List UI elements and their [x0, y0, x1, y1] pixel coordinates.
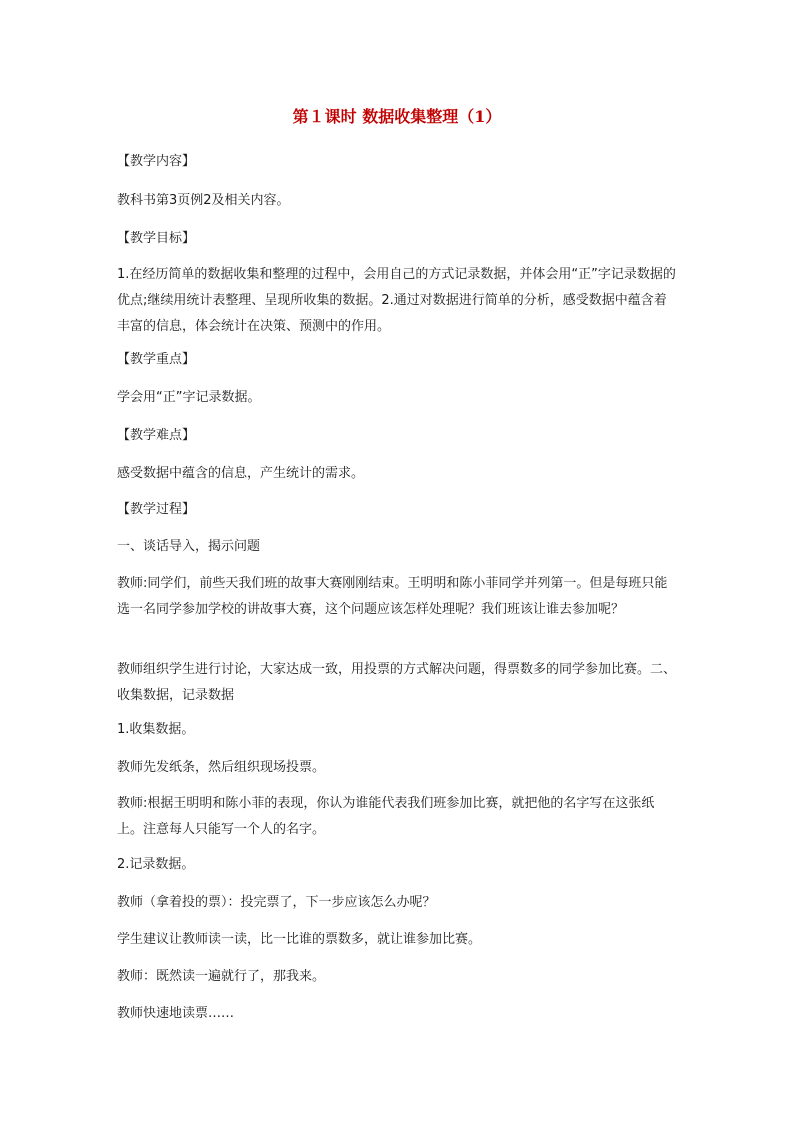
- section-heading-process: 【教学过程】: [117, 502, 196, 517]
- section-heading-content: 【教学内容】: [117, 154, 196, 169]
- paragraph-teacher-vote: 教师:根据王明明和陈小菲的表现，你认为谁能代表我们班参加比赛，就把他的名字写在这张纸上。注意每人只能写一个人的名字。: [117, 796, 655, 837]
- page-title: 第１课时 数据收集整理（1）: [292, 107, 502, 126]
- paragraph-teacher-ballots: 教师（拿着投的票）：投完票了，下一步应该怎么办呢？: [117, 895, 436, 910]
- paragraph-objectives: 1.在经历简单的数据收集和整理的过程中，会用自己的方式记录数据，并体会用“正”字记录数据的优点;继续用统计表整理、呈现所收集的数据。2.通过对数据进行简单的分析，感受数据中蕴含着丰富的信息，体会统计在决策、预测中的作用。: [117, 267, 676, 334]
- paragraph-difficulty: 感受数据中蕴含的信息，产生统计的需求。: [117, 466, 365, 481]
- paragraph-content: 教科书第3页例2及相关内容。: [117, 193, 290, 208]
- paragraph-key-point: 学会用“正”字记录数据。: [117, 390, 261, 405]
- paragraph-teacher-read: 教师：既然读一遍就行了，那我来。: [117, 969, 326, 984]
- subheading-intro: 一、谈话导入，揭示问题: [117, 539, 261, 554]
- section-heading-objectives: 【教学目标】: [117, 231, 196, 246]
- section-heading-key-point: 【教学重点】: [117, 352, 196, 367]
- paragraph-record-data: 2.记录数据。: [117, 857, 195, 872]
- paragraph-collect-data: 1.收集数据。: [117, 722, 195, 737]
- paragraph-hand-out: 教师先发纸条，然后组织现场投票。: [117, 760, 326, 775]
- paragraph-discussion: 教师组织学生进行讨论，大家达成一致，用投票的方式解决问题，得票数多的同学参加比赛。二、收集数据，记录数据: [117, 662, 677, 703]
- section-heading-difficulty: 【教学难点】: [117, 428, 196, 443]
- paragraph-student-suggestion: 学生建议让教师读一读，比一比谁的票数多，就让谁参加比赛。: [117, 932, 482, 947]
- paragraph-teacher-intro: 教师:同学们，前些天我们班的故事大赛刚刚结束。王明明和陈小菲同学并列第一。但是每班只能选一名同学参加学校的讲故事大赛，这个问题应该怎样处理呢？我们班该让谁去参加呢？: [117, 576, 668, 617]
- paragraph-fast-read: 教师快速地读票……: [117, 1006, 235, 1021]
